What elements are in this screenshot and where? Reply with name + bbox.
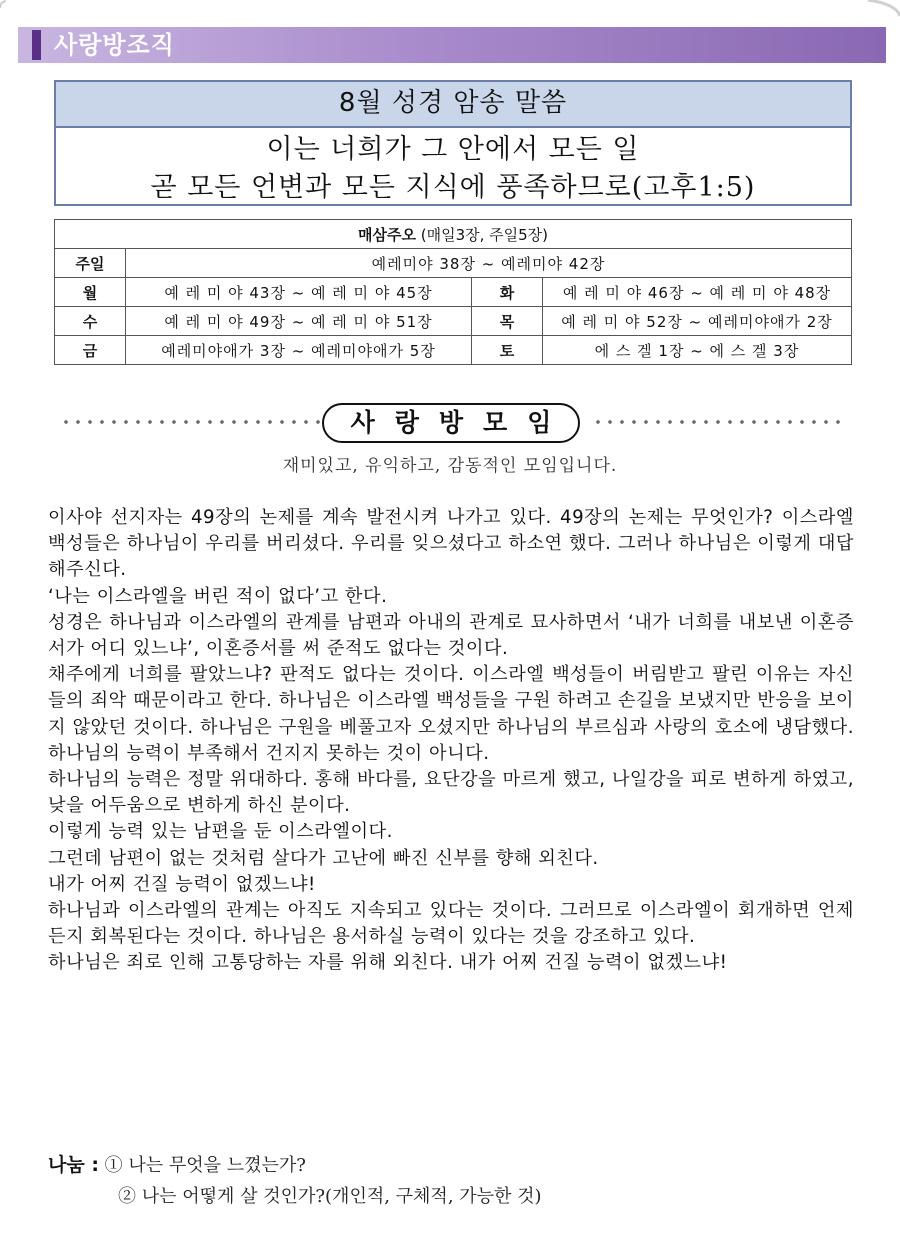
schedule-day: 목 [472,307,543,336]
schedule-caption-row [55,220,852,249]
sharing-label: 나눔 : [48,1154,99,1176]
dotted-divider-left [60,420,322,424]
memory-verse-box [54,80,852,206]
schedule-day: 수 [55,307,126,336]
schedule-range: 에 스 겔 1장 ~ 에 스 겔 3장 [543,336,852,365]
reading-schedule-table [54,219,852,365]
schedule-row [55,278,852,307]
schedule-day: 금 [55,336,126,365]
schedule-day: 월 [55,278,126,307]
article-paragraph: 하나님과 이스라엘의 관계는 아직도 지속되고 있다는 것이다. 그러므로 이스라엘이 회개하면 언제든지 회복된다는 것이다. 하나님은 용서하실 능력이 있다는 것을 강조하고 있다. [48,900,854,948]
article-paragraph: 성경은 하나님과 이스라엘의 관계를 남편과 아내의 관계로 묘사하면서 ‘내가 너희를 내보낸 이혼증서가 어디 있느냐’, 이혼증서를 써 준적도 없다는 것이다. [48,611,854,660]
dotted-divider-right [592,420,848,424]
schedule-day-sunday: 주일 [55,249,126,278]
section-title: 사랑방조직 [54,31,175,59]
article-paragraph: 이렇게 능력 있는 남편을 둔 이스라엘이다. [48,821,393,843]
article-paragraph: 하나님은 죄로 인해 고통당하는 자를 위해 외친다. 내가 어찌 건질 능력이 없겠느냐! [48,952,728,974]
sharing-question-row-2 [48,1181,542,1212]
schedule-caption [55,220,852,249]
memory-verse-line-2: 곧 모든 언변과 모든 지식에 풍족하므로(고후1:5) [150,172,756,203]
article-paragraph: 내가 어찌 건질 능력이 없겠느냐! [48,873,316,895]
schedule-title: 매삼주오 [357,225,416,244]
schedule-day: 토 [472,336,543,365]
schedule-range-sunday: 예레미야 38장 ~ 예레미야 42장 [126,249,852,278]
memory-verse-heading: 8월 성경 암송 말씀 [56,82,850,128]
schedule-row [55,307,852,336]
article-body [48,505,854,977]
schedule-range: 예 레 미 야 43장 ~ 예 레 미 야 45장 [126,278,472,307]
sharing-section [48,1150,542,1212]
schedule-day: 화 [472,278,543,307]
schedule-row [55,336,852,365]
meeting-subtitle: 재미있고, 유익하고, 감동적인 모임입니다. [282,456,618,476]
header-accent-bar [32,30,41,60]
schedule-subtitle: (매일3장, 주일5장) [420,225,549,244]
article-paragraph: 그런데 남편이 없는 것처럼 살다가 고난에 빠진 신부를 향해 외친다. [48,847,599,869]
sharing-question-2: ② 나는 어떻게 살 것인가?(개인적, 구체적, 가능한 것) [118,1186,542,1207]
sharing-question-1: ① 나는 무엇을 느꼈는가? [104,1155,306,1176]
sharing-question-row-1 [48,1150,542,1181]
article-paragraph: 채주에게 너희를 팔았느냐? 판적도 없다는 것이다. 이스라엘 백성들이 버림받고 팔린 이유는 자신들의 죄악 때문이라고 한다. 하나님은 이스라엘 백성들을 구원 하려고 손길을 보냈지만 반응을 보이지 않았던 것이다. 하나님은 구원을 베풀고자 오셨지만 하나님의 부르심과 사랑의 호소에 냉담했다. 하나님의 능력이 부족해서 건지지 못하는 것이 아니다. [48,664,854,764]
schedule-range: 예 레 미 야 49장 ~ 예 레 미 야 51장 [126,307,472,336]
article-paragraph: ‘나는 이스라엘을 버린 적이 없다’고 한다. [48,585,388,607]
meeting-title-badge: 사랑방모임 [322,403,580,443]
schedule-range: 예레미야애가 3장 ~ 예레미야애가 5장 [126,336,472,365]
page-corner-decoration [0,0,900,20]
schedule-range: 예 레 미 야 46장 ~ 예 레 미 야 48장 [543,278,852,307]
article-paragraph: 이사야 선지자는 49장의 논제를 계속 발전시켜 나가고 있다. 49장의 논제는 무엇인가? 이스라엘 백성들은 하나님이 우리를 버리셨다. 우리를 잊으셨다고 하소연 했다. 그러나 하나님은 이렇게 대답해주신다. [48,507,854,581]
schedule-range: 예 레 미 야 52장 ~ 예레미야애가 2장 [543,307,852,336]
memory-verse-line-1: 이는 너희가 그 안에서 모든 일 [266,134,640,165]
article-paragraph: 하나님의 능력은 정말 위대하다. 홍해 바다를, 요단강을 마르게 했고, 나일강을 피로 변하게 하였고, 낮을 어두움으로 변하게 하신 분이다. [48,769,854,817]
schedule-row-sunday [55,249,852,278]
